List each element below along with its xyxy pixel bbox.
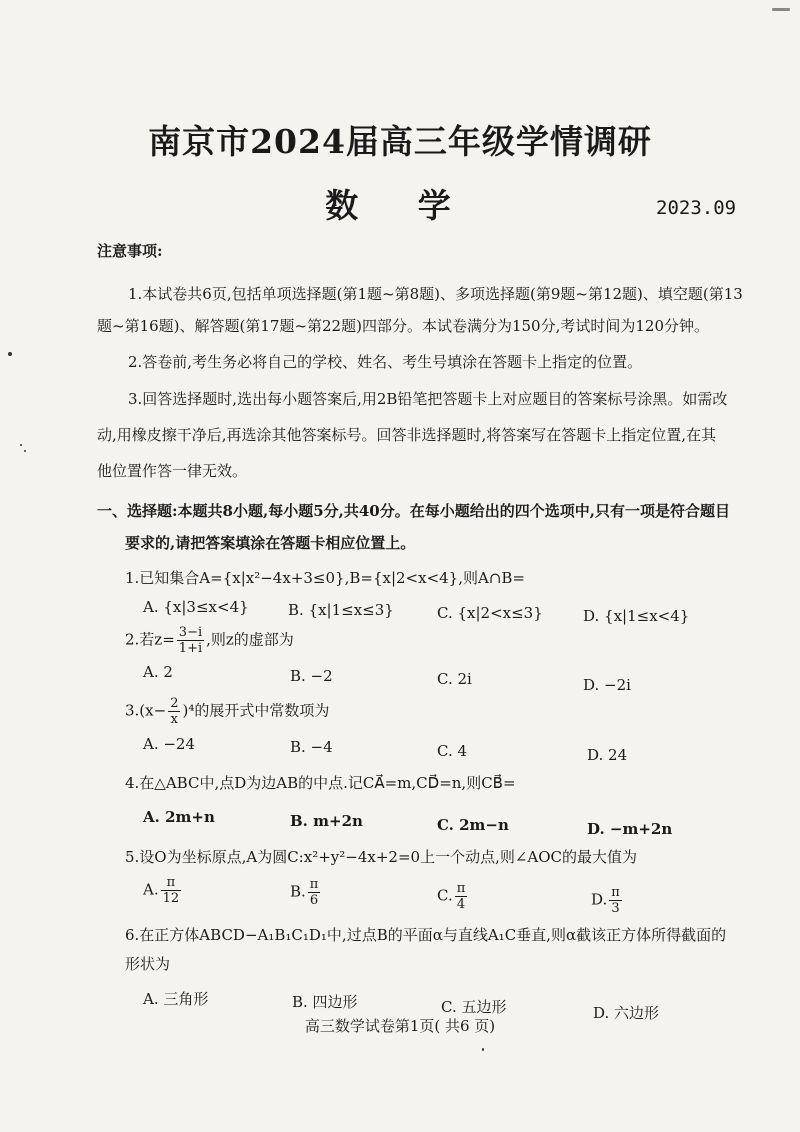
scan-speck [772,8,790,11]
q5-option-d [591,886,624,915]
q2-fraction [177,626,204,655]
q6-option-c: C. 五边形 [441,998,507,1016]
q5-d-den: 3 [611,901,620,916]
notice-line: 动,用橡皮擦干净后,再选涂其他答案标号。回答非选择题时,将答案写在答题卡上指定位置,在其 [97,426,717,444]
q4-option-a: A. 2m+n [143,808,215,826]
notice-line: 题~第16题)、解答题(第17题~第22题)四部分。本试卷满分为150分,考试时间为120分钟。 [97,317,709,335]
q6-option-b: B. 四边形 [292,993,358,1011]
notice-line: 3.回答选择题时,选出每小题答案后,用2B铅笔把答题卡上对应题目的答案标号涂黑。如需改 [128,390,728,408]
notice-line: 他位置作答一律无效。 [97,462,248,480]
q2-option-a: A. 2 [143,663,173,681]
q5-option-b-fraction [308,878,321,907]
q5-option-c [437,882,469,911]
q5-a-num: π [161,876,182,891]
q5-option-a [143,876,183,905]
q5-c-num: π [456,881,466,896]
scan-speck [24,450,26,452]
q2-option-c: C. 2i [437,670,472,688]
question-3-stem [125,697,329,726]
scan-speck [8,352,12,356]
q4-option-b: B. m+2n [290,812,363,830]
q5-b-num: π [309,877,319,892]
question-5-stem: 5.设O为坐标原点,A为圆C:x²+y²−4x+2=0上一个动点,则∠AOC的最大值为 [125,848,638,866]
q5-option-c-label: C. [437,886,453,905]
q5-option-d-label: D. [591,890,608,909]
q3-fraction [168,697,180,726]
q5-option-a-label: A. [143,880,159,899]
q3-frac-den: x [170,712,179,727]
section-heading: 一、选择题:本题共8小题,每小题5分,共40分。在每小题给出的四个选项中,只有一项是符合题目 [97,502,730,520]
scan-speck [20,444,22,446]
q3-stem-post: )⁴的展开式中常数项为 [182,701,330,720]
q1-option-b: B. {x|1≤x≤3} [288,601,394,619]
q5-option-b [290,878,322,907]
scan-speck [482,1048,484,1051]
q5-option-c-fraction [455,882,468,911]
notice-heading: 注意事项: [97,242,163,260]
notice-line: 1.本试卷共6页,包括单项选择题(第1题~第8题)、多项选择题(第9题~第12题)、填空题(第13 [128,285,743,303]
q2-option-d: D. −2i [583,676,631,694]
q3-option-b: B. −4 [290,738,333,756]
q5-c-den: 4 [456,897,466,912]
q2-frac-num: 3−i [178,625,203,640]
q5-d-num: π [611,885,620,900]
q2-stem-post: ,则z的虚部为 [206,630,294,649]
q2-frac-den: 1+i [178,641,203,656]
q2-stem-pre: 2.若z= [125,630,175,649]
question-2-stem [125,626,294,655]
q5-a-den: 12 [162,891,180,906]
q5-option-d-fraction [609,886,622,915]
q4-option-d: D. −m+2n [587,820,673,838]
q1-option-d: D. {x|1≤x<4} [583,607,690,625]
q3-option-a: A. −24 [143,735,196,753]
q5-b-den: 6 [309,893,319,908]
q5-option-a-fraction [161,876,182,905]
notice-line: 2.答卷前,考生务必将自己的学校、姓名、考生号填涂在答题卡上指定的位置。 [128,353,643,371]
q6-option-d: D. 六边形 [593,1004,660,1022]
page-footer: 高三数学试卷第1页( 共6 页) [304,1017,496,1035]
q1-option-a: A. {x|3≤x<4} [143,598,249,616]
section-heading-cont: 要求的,请把答案填涂在答题卡相应位置上。 [125,534,416,552]
exam-title: 南京市2024届高三年级学情调研 [148,122,652,161]
question-6-stem: 6.在正方体ABCD−A₁B₁C₁D₁中,过点B的平面α与直线A₁C垂直,则α截该正方体所得截面的 [125,926,727,944]
q4-option-c: C. 2m−n [437,816,509,834]
q1-option-c: C. {x|2<x≤3} [437,604,543,622]
question-1-stem: 1.已知集合A={x|x²−4x+3≤0},B={x|2<x<4},则A∩B= [125,569,525,587]
question-6-stem-cont: 形状为 [125,955,171,973]
q2-option-b: B. −2 [290,667,333,685]
question-4-stem: 4.在△ABC中,点D为边AB的中点.记CA⃗=m,CD⃗=n,则CB⃗= [125,774,516,792]
subject-title: 数 学 [325,186,475,225]
q3-stem-pre: 3.(x− [125,701,167,720]
q3-option-d: D. 24 [587,746,628,764]
q3-option-c: C. 4 [437,742,468,760]
q3-frac-num: 2 [170,696,179,711]
q5-option-b-label: B. [290,882,306,901]
exam-date: 2023.09 [656,197,737,219]
q6-option-a: A. 三角形 [143,990,209,1008]
